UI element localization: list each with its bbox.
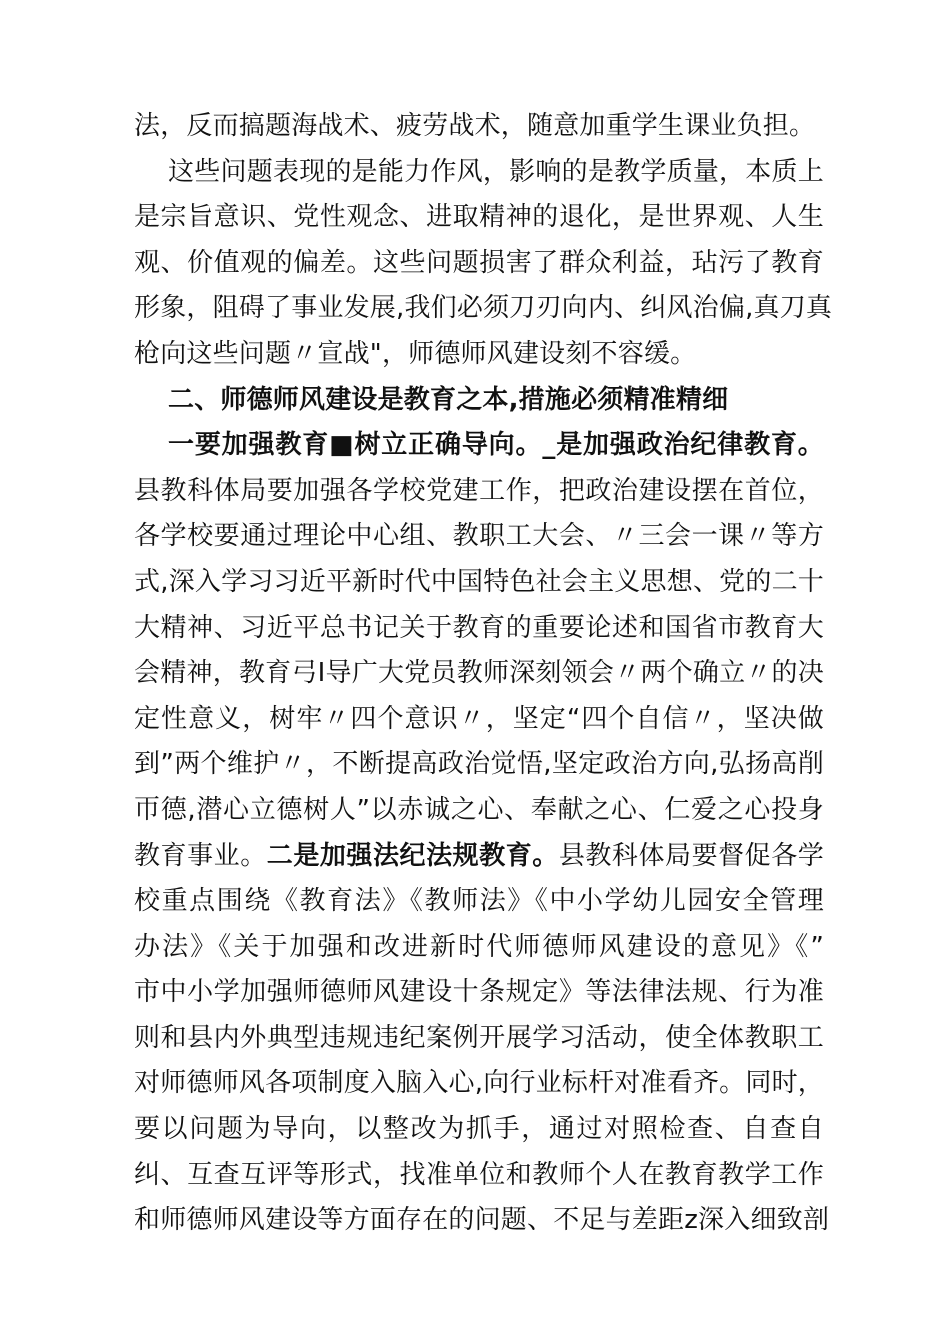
text-segment: 式,深入学习习近平新时代中国特色社会主义思想、党的二十 bbox=[134, 566, 824, 597]
paragraph-line bbox=[134, 195, 824, 241]
paragraph-line bbox=[134, 788, 824, 834]
paragraph-line bbox=[134, 742, 824, 788]
text-segment: 办法》《关于加强和改进新时代师德师风建设的意见》《” bbox=[134, 931, 824, 962]
paragraph-line bbox=[134, 651, 824, 697]
paragraph-line bbox=[134, 423, 824, 469]
paragraph-line bbox=[134, 1016, 824, 1062]
text-segment: 帀德,潜心立德树人”以赤诚之心、奉献之心、仁爱之心投身 bbox=[134, 794, 824, 825]
paragraph-line bbox=[134, 1107, 824, 1153]
paragraph-line bbox=[134, 150, 824, 196]
bold-text-segment: 二、师德师风建设是教育之本,措施必须精准精细 bbox=[168, 384, 729, 415]
paragraph-line bbox=[134, 925, 824, 971]
text-segment: 教育事业。 bbox=[134, 840, 267, 871]
paragraph-line bbox=[134, 697, 824, 743]
text-segment: 要以问题为导向，以整改为抓手，通过对照检查、自查自 bbox=[134, 1114, 824, 1145]
document-body bbox=[134, 104, 833, 1244]
paragraph-line bbox=[134, 104, 824, 150]
paragraph-line bbox=[134, 286, 833, 332]
text-segment: 定性意义，树牢〃四个意识〃，坚定“四个自信〃，坚决做 bbox=[134, 703, 824, 734]
paragraph-line bbox=[134, 1153, 824, 1199]
paragraph-line bbox=[134, 469, 824, 515]
text-segment: 法，反而搞题海战术、疲劳战术，随意加重学生课业负担。 bbox=[134, 111, 816, 141]
paragraph-line bbox=[134, 241, 824, 287]
text-segment: 纠、互查互评等形式，找准单位和教师个人在教育教学工作 bbox=[134, 1159, 824, 1190]
text-segment: 枪向这些问题〃宣战"，师德师风建设刻不容缓。 bbox=[134, 338, 697, 369]
paragraph-line bbox=[134, 514, 824, 560]
text-segment: 县教科体局要督促各学 bbox=[558, 840, 824, 871]
text-segment: 市中小学加强师德师风建设十条规定》等法律法规、行为准 bbox=[134, 977, 824, 1008]
paragraph-line bbox=[134, 834, 824, 880]
paragraph-line bbox=[134, 970, 824, 1016]
text-segment: 是宗旨意识、党性观念、进取精神的退化，是世界观、人生 bbox=[134, 202, 824, 233]
text-segment: 县教科体局要加强各学校党建工作，把政治建设摆在首位， bbox=[134, 475, 824, 506]
paragraph-line bbox=[134, 1061, 824, 1107]
paragraph-line bbox=[134, 1198, 830, 1244]
text-segment: 到”两个维护〃，不断提高政治觉悟,坚定政治方向,弘扬高削 bbox=[134, 749, 824, 780]
text-segment: 和师德师风建设等方面存在的问题、不足与差距z深入细致剖 bbox=[134, 1205, 830, 1236]
bold-text-segment: 一要加强教育■树立正确导向。_是加强政治纪律教育。 bbox=[168, 430, 824, 461]
paragraph-line bbox=[134, 332, 824, 378]
text-segment: 则和县内外典型违规违纪案例开展学习活动，使全体教职工 bbox=[134, 1022, 824, 1053]
text-segment: 大精神、习近平总书记关于教育的重要论述和国省市教育大 bbox=[134, 612, 824, 643]
bold-text-segment: 二是加强法纪法规教育。 bbox=[266, 840, 559, 871]
text-segment: 各学校要通过理论中心组、教职工大会、〃三会一课〃等方 bbox=[134, 521, 824, 552]
text-segment: 校重点围绕《教育法》《教师法》《中小学幼儿园安全管理 bbox=[134, 886, 824, 917]
text-segment: 这些问题表现的是能力作风，影响的是教学质量，本质上 bbox=[168, 156, 824, 187]
paragraph-line bbox=[134, 606, 824, 652]
text-segment: 会精神，教育弓I导广大党员教师深刻领会〃两个确立〃的决 bbox=[134, 658, 824, 689]
text-segment: 观、价值观的偏差。这些问题损害了群众利益，玷污了教育 bbox=[134, 247, 824, 278]
text-segment: 对师德师风各项制度入脑入心,向行业标杆对准看齐。同时， bbox=[134, 1068, 824, 1099]
text-segment: 形象，阻碍了事业发展,我们必须刀刃向内、纠风治偏,真刀真 bbox=[134, 293, 833, 324]
paragraph-line bbox=[134, 879, 824, 925]
paragraph-line bbox=[134, 560, 824, 606]
paragraph-line bbox=[134, 378, 824, 424]
